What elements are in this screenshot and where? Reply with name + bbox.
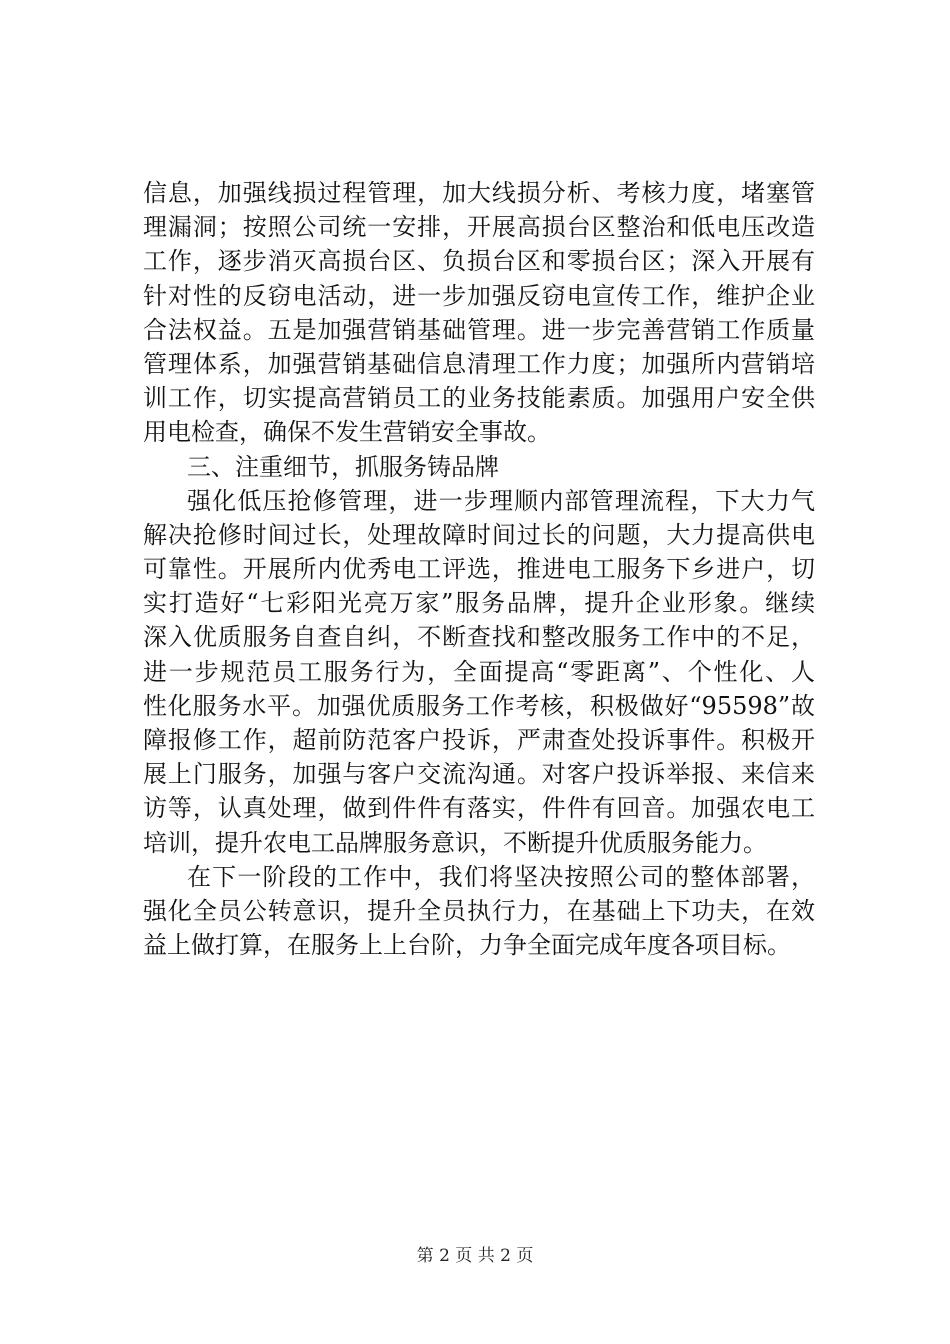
text-line: 益上做打算，在服务上上台阶，力争全面完成年度各项目标。 xyxy=(143,931,791,960)
text-line: 在下一阶段的工作中，我们将坚决按照公司的整体部署， xyxy=(187,862,815,891)
text-line: 工作，逐步消灭高损台区、负损台区和零损台区；深入开展有 xyxy=(143,247,815,276)
text-line: 针对性的反窃电活动，进一步加强反窃电宣传工作，维护企业 xyxy=(143,281,815,310)
text-line: 强化低压抢修管理，进一步理顺内部管理流程，下大力气 xyxy=(187,486,815,515)
text-line: 实打造好“七彩阳光亮万家”服务品牌，提升企业形象。继续 xyxy=(143,589,815,618)
text-line: 可靠性。开展所内优秀电工评选，推进电工服务下乡进户，切 xyxy=(143,555,815,584)
text-line: 培训，提升农电工品牌服务意识，不断提升优质服务能力。 xyxy=(143,828,767,857)
page-footer: 第 2 页 共 2 页 xyxy=(416,1246,534,1266)
text-line: 强化全员公转意识，提升全员执行力，在基础上下功夫，在效 xyxy=(143,896,815,925)
text-line: 深入优质服务自查自纠，不断查找和整改服务工作中的不足， xyxy=(143,623,815,652)
document-body xyxy=(143,176,815,962)
text-line: 性化服务水平。加强优质服务工作考核，积极做好“95598”故 xyxy=(143,691,815,720)
text-line: 进一步规范员工服务行为，全面提高“零距离”、个性化、人 xyxy=(143,657,815,686)
text-line: 合法权益。五是加强营销基础管理。进一步完善营销工作质量 xyxy=(143,315,815,344)
text-line: 理漏洞；按照公司统一安排，开展高损台区整治和低电压改造 xyxy=(143,213,815,242)
section-heading: 三、注重细节，抓服务铸品牌 xyxy=(187,452,499,481)
text-line: 解决抢修时间过长，处理故障时间过长的问题，大力提高供电 xyxy=(143,520,815,549)
text-line: 用电检查，确保不发生营销安全事故。 xyxy=(143,418,551,447)
text-line: 访等，认真处理，做到件件有落实，件件有回音。加强农电工 xyxy=(143,794,815,823)
text-line: 信息，加强线损过程管理，加大线损分析、考核力度，堵塞管 xyxy=(143,179,815,207)
text-line: 展上门服务，加强与客户交流沟通。对客户投诉举报、来信来 xyxy=(143,760,815,789)
text-line: 障报修工作，超前防范客户投诉，严肃查处投诉事件。积极开 xyxy=(143,726,815,754)
text-line: 训工作，切实提高营销员工的业务技能素质。加强用户安全供 xyxy=(143,384,815,413)
text-line: 管理体系，加强营销基础信息清理工作力度；加强所内营销培 xyxy=(143,349,815,378)
